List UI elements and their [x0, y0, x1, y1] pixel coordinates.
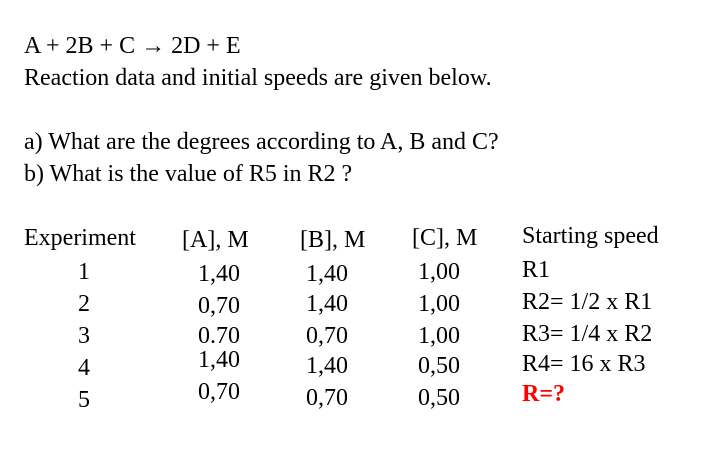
intro-text: Reaction data and initial speeds are given below. — [24, 65, 492, 91]
row3-a: 0.70 — [198, 323, 240, 349]
row3-experiment: 3 — [78, 323, 90, 349]
row5-a: 0,70 — [198, 379, 240, 405]
row4-b: 1,40 — [306, 353, 348, 379]
header-c: [C], M — [412, 225, 478, 251]
header-b: [B], M — [300, 227, 366, 253]
row2-speed: R2= 1/2 x R1 — [522, 289, 653, 315]
row3-b: 0,70 — [306, 323, 348, 349]
row1-experiment: 1 — [78, 259, 90, 285]
row2-experiment: 2 — [78, 291, 90, 317]
row1-speed: R1 — [522, 257, 551, 283]
header-experiment: Experiment — [24, 225, 136, 251]
row1-c: 1,00 — [418, 259, 460, 285]
row5-speed-unknown: R=? — [522, 381, 566, 407]
row1-b: 1,40 — [306, 261, 348, 287]
row4-a: 1,40 — [198, 347, 240, 373]
row4-experiment: 4 — [78, 355, 90, 381]
row5-experiment: 5 — [78, 387, 90, 413]
header-a: [A], M — [182, 227, 249, 253]
question-b: b) What is the value of R5 in R2 ? — [24, 161, 353, 187]
header-speed: Starting speed — [522, 223, 659, 249]
row2-c: 1,00 — [418, 291, 460, 317]
row5-b: 0,70 — [306, 385, 348, 411]
row2-a: 0,70 — [198, 293, 240, 319]
row5-c: 0,50 — [418, 385, 460, 411]
row1-a: 1,40 — [198, 261, 240, 287]
row2-b: 1,40 — [306, 291, 348, 317]
row4-speed: R4= 16 x R3 — [522, 351, 646, 377]
reaction-equation: A + 2B + C → 2D + E — [24, 33, 241, 59]
row3-c: 1,00 — [418, 323, 460, 349]
question-a: a) What are the degrees according to A, B and C? — [24, 129, 499, 155]
row4-c: 0,50 — [418, 353, 460, 379]
row3-speed: R3= 1/4 x R2 — [522, 321, 653, 347]
